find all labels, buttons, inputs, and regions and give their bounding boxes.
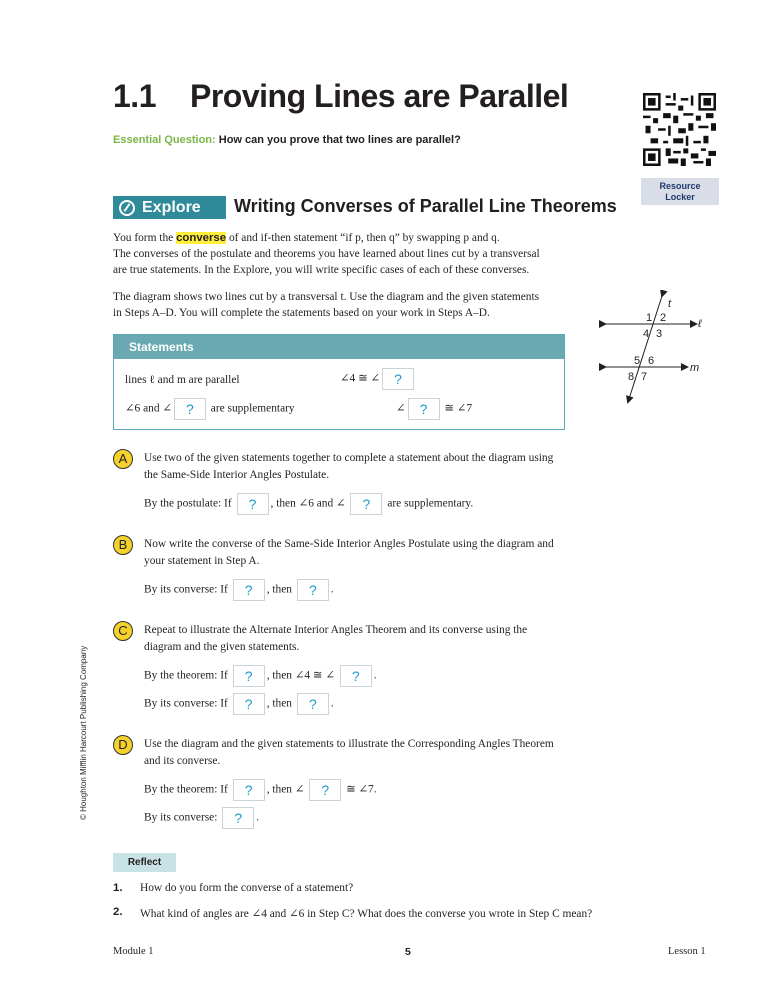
- label-l: ℓ: [698, 318, 702, 330]
- text-line: The converses of the postulate and theorems you have learned about lines cut by a transversal: [113, 248, 540, 260]
- transversal-diagram: [595, 290, 725, 410]
- text-run: , then ∠: [266, 783, 305, 796]
- label-m: m: [690, 362, 700, 374]
- answer-box[interactable]: ?: [309, 779, 341, 801]
- step-c-text: [144, 622, 634, 656]
- text-run: By the postulate: If: [144, 497, 232, 510]
- text-line: Repeat to illustrate the Alternate Interior Angles Theorem and its converse using the: [144, 624, 528, 636]
- transversal-t: [628, 296, 662, 402]
- resource-locker-line1: Resource: [659, 181, 701, 191]
- text-line: diagram and the given statements.: [144, 641, 300, 653]
- text-line: Use two of the given statements together to complete a statement about the diagram using: [144, 452, 554, 464]
- text-line: The diagram shows two lines cut by a transversal t. Use the diagram and the given statements: [113, 291, 540, 303]
- statement-angle7: [396, 398, 472, 420]
- text-run: By its converse: If: [144, 583, 228, 596]
- text-run: By the theorem: If: [144, 783, 228, 796]
- text-line: Now write the converse of the Same-Side Interior Angles Postulate using the diagram and: [144, 538, 554, 550]
- text-run: ∠: [396, 402, 406, 415]
- step-a-fill: [144, 493, 473, 515]
- answer-box[interactable]: ?: [222, 807, 254, 829]
- statement-angle4: [340, 368, 416, 390]
- step-b-text: [144, 536, 634, 570]
- answer-box[interactable]: ?: [297, 579, 329, 601]
- footer-lesson: Lesson 1: [668, 946, 706, 957]
- angle-label: 8: [628, 371, 635, 383]
- step-d-badge: D: [113, 735, 133, 755]
- text-run: , then: [266, 583, 292, 596]
- text-run: , then ∠6 and ∠: [270, 497, 346, 510]
- answer-box[interactable]: ?: [297, 693, 329, 715]
- text-line: the Same-Side Interior Angles Postulate.: [144, 469, 330, 481]
- explore-title: Writing Converses of Parallel Line Theorems: [234, 196, 617, 216]
- text-run: , then ∠4 ≅ ∠: [266, 669, 335, 682]
- lesson-number: 1.1: [113, 78, 156, 114]
- step-d-fill-theorem: [144, 779, 377, 801]
- explore-badge-label: Explore: [142, 198, 201, 216]
- answer-box[interactable]: ?: [233, 665, 265, 687]
- text-run: ∠6 and ∠: [125, 402, 172, 415]
- answer-box[interactable]: ?: [350, 493, 382, 515]
- explore-paragraph-1: [113, 230, 593, 278]
- resource-locker-button[interactable]: [641, 178, 719, 205]
- answer-box[interactable]: ?: [340, 665, 372, 687]
- text-line: and its converse.: [144, 755, 221, 767]
- angle-label: 4: [643, 328, 650, 340]
- explore-paragraph-2: [113, 289, 593, 321]
- text-line: your statement in Step A.: [144, 555, 260, 567]
- answer-box[interactable]: ?: [174, 398, 206, 420]
- label-t: t: [668, 298, 672, 310]
- step-c-fill-converse: [144, 693, 334, 715]
- answer-box[interactable]: ?: [233, 779, 265, 801]
- answer-box[interactable]: ?: [408, 398, 440, 420]
- text-run: By its converse:: [144, 811, 218, 824]
- text-run: By its converse: If: [144, 697, 228, 710]
- question-number: 2.: [113, 906, 123, 918]
- question-number: 1.: [113, 882, 123, 894]
- converse-highlight[interactable]: converse: [176, 232, 227, 244]
- text-run: .: [256, 811, 260, 824]
- step-c-badge: C: [113, 621, 133, 641]
- text-run: .: [330, 697, 334, 710]
- text-run: , then: [266, 697, 292, 710]
- step-b-fill: [144, 579, 334, 601]
- page-title: Proving Lines are Parallel: [190, 78, 569, 114]
- text-run: .: [373, 669, 377, 682]
- text-run: of and if-then statement “if p, then q” by swapping p and q.: [226, 232, 500, 244]
- reflect-question-1: How do you form the converse of a statement?: [140, 882, 354, 894]
- statements-header: Statements: [114, 335, 564, 359]
- copyright-text: © Houghton Mifflin Harcourt Publishing Company: [79, 645, 88, 820]
- reflect-question-2: What kind of angles are ∠4 and ∠6 in Step C? What does the converse you wrote in Step C mean?: [140, 908, 593, 920]
- text-run: are supplementary: [210, 402, 295, 415]
- angle-label: 3: [656, 328, 663, 340]
- essential-text: How can you prove that two lines are parallel?: [218, 134, 461, 146]
- answer-box[interactable]: ?: [233, 693, 265, 715]
- text-run: By the theorem: If: [144, 669, 228, 682]
- step-a-text: [144, 450, 634, 484]
- step-c-fill-theorem: [144, 665, 377, 687]
- text-run: You form the: [113, 232, 177, 244]
- text-line: in Steps A–D. You will complete the statements based on your work in Steps A–D.: [113, 307, 490, 319]
- reflect-label: Reflect: [113, 853, 176, 872]
- essential-question: [113, 134, 461, 146]
- statement-lines-parallel: lines ℓ and m are parallel: [125, 374, 240, 386]
- compass-icon: [119, 200, 135, 216]
- page-number: 5: [405, 946, 411, 958]
- answer-box[interactable]: ?: [237, 493, 269, 515]
- statement-angle6: [125, 398, 295, 420]
- step-d-fill-converse: [144, 807, 259, 829]
- angle-label: 5: [634, 355, 641, 367]
- text-run: ∠4 ≅ ∠: [340, 372, 381, 385]
- answer-box[interactable]: ?: [233, 579, 265, 601]
- angle-label: 2: [660, 312, 667, 324]
- angle-label: 6: [648, 355, 655, 367]
- text-run: ≅ ∠7: [444, 402, 473, 415]
- step-d-text: [144, 736, 634, 770]
- text-line: Use the diagram and the given statements to illustrate the Corresponding Angles Theorem: [144, 738, 554, 750]
- footer-module: Module 1: [113, 946, 154, 957]
- angle-label: 1: [646, 312, 653, 324]
- angle-label: 7: [641, 371, 648, 383]
- essential-label: Essential Question:: [113, 134, 216, 146]
- text-run: .: [330, 583, 334, 596]
- answer-box[interactable]: ?: [382, 368, 414, 390]
- step-a-badge: A: [113, 449, 133, 469]
- text-run: are supplementary.: [387, 497, 474, 510]
- text-line: are true statements. In the Explore, you will write specific cases of each of these converses.: [113, 264, 530, 276]
- text-run: ≅ ∠7.: [346, 783, 377, 796]
- resource-locker-line2: Locker: [665, 192, 695, 202]
- qr-code-icon[interactable]: [643, 93, 716, 166]
- step-b-badge: B: [113, 535, 133, 555]
- explore-badge: [113, 196, 226, 219]
